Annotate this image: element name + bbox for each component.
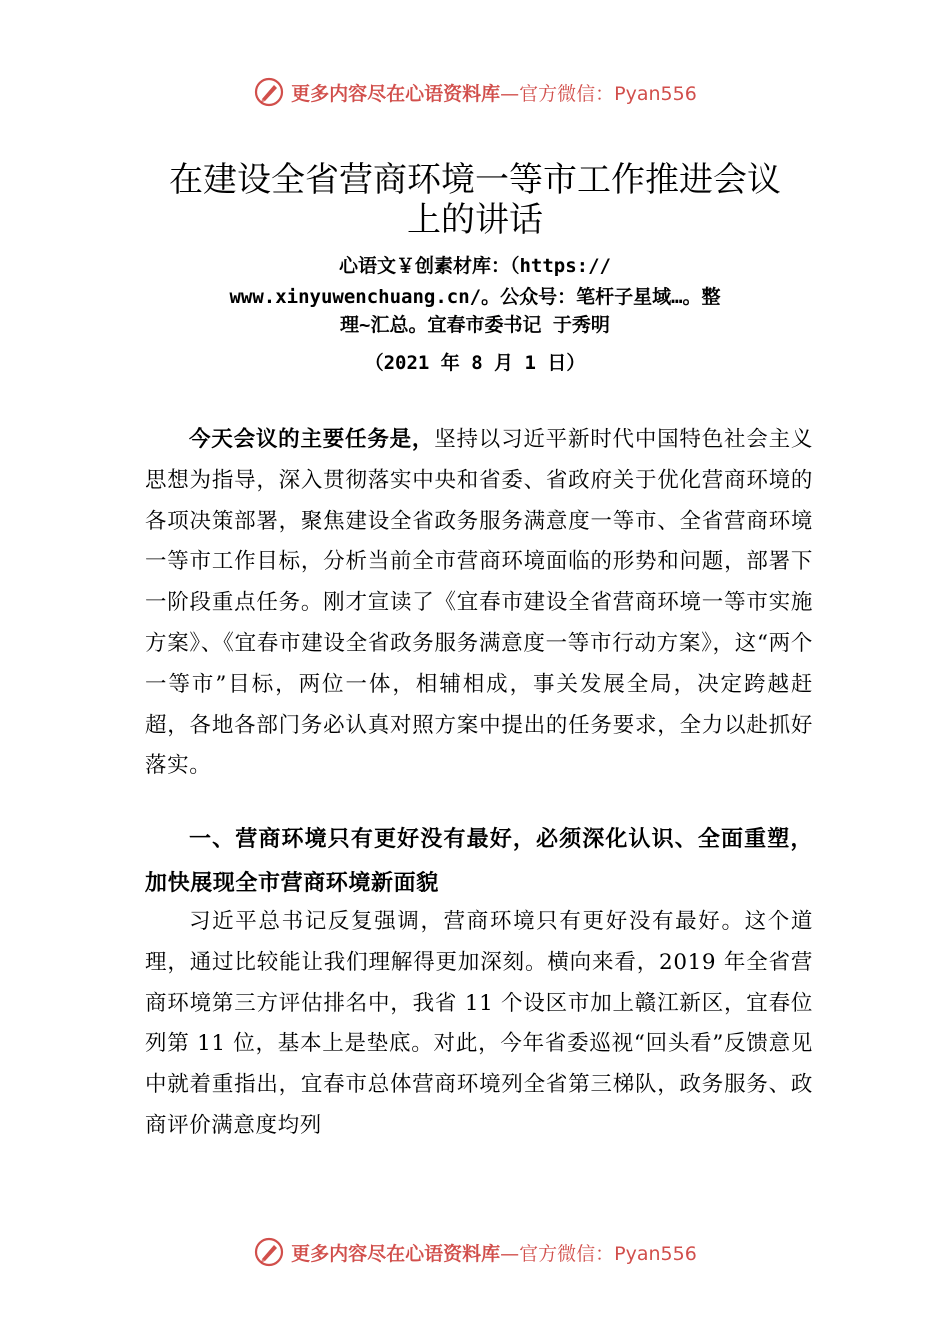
pen-logo-icon: [253, 76, 285, 108]
document-title-line2: 上的讲话: [407, 200, 543, 240]
document-title-line1: 在建设全省营商环境一等市工作推进会议: [169, 160, 781, 200]
source-line2: www.xinyuwenchuang.cn/。公众号：笔杆子星域…。整: [229, 286, 721, 308]
paragraph-intro-lead: 今天会议的主要任务是，: [189, 427, 435, 452]
section-heading-1: 一、营商环境只有更好没有最好，必须深化认识、全面重塑，加快展现全市营商环境新面貌: [145, 827, 813, 896]
watermark-banner-bottom: [0, 1232, 950, 1272]
pen-logo-icon: [253, 1236, 285, 1268]
paragraph-intro: [145, 420, 813, 787]
paragraph-section-1: 习近平总书记反复强调，营商环境只有更好没有最好。这个道理，通过比较能让我们理解得更加深刻。横向来看，2019 年全省营商环境第三方评估排名中，我省 11 个设区市加上赣江新区，宜春位列第 11 位，基本上是垫底。对此，今年省委巡视“回头看”反馈意见中就着重指出，宜春市总体营商环境列全省第三梯队，政务服务、政商评价满意度均列: [145, 909, 813, 1138]
watermark-text: 更多内容尽在心语资料库—官方微信：Pyan556: [291, 1242, 697, 1265]
watermark-text: 更多内容尽在心语资料库—官方微信：Pyan556: [291, 82, 697, 105]
watermark-banner-top: [0, 72, 950, 112]
speech-date: （2021 年 8 月 1 日）: [364, 352, 586, 374]
source-line3: 理~汇总。宜春市委书记 于秀明: [340, 314, 610, 336]
source-line1: 心语文￥创素材库：（https://: [338, 255, 611, 277]
paragraph-intro-body: 坚持以习近平新时代中国特色社会主义思想为指导，深入贯彻落实中央和省委、省政府关于优化营商环境的各项决策部署，聚焦建设全省政务服务满意度一等市、全省营商环境一等市工作目标，分析当前全市营商环境面临的形势和问题，部署下一阶段重点任务。刚才宣读了《宜春市建设全省营商环境一等市实施方案》、《宜春市建设全省政务服务满意度一等市行动方案》，这“两个一等市”目标，两位一体，相辅相成，事关发展全局，决定跨越赶超，各地各部门务必认真对照方案中提出的任务要求，全力以赴抓好落实。: [145, 427, 813, 779]
